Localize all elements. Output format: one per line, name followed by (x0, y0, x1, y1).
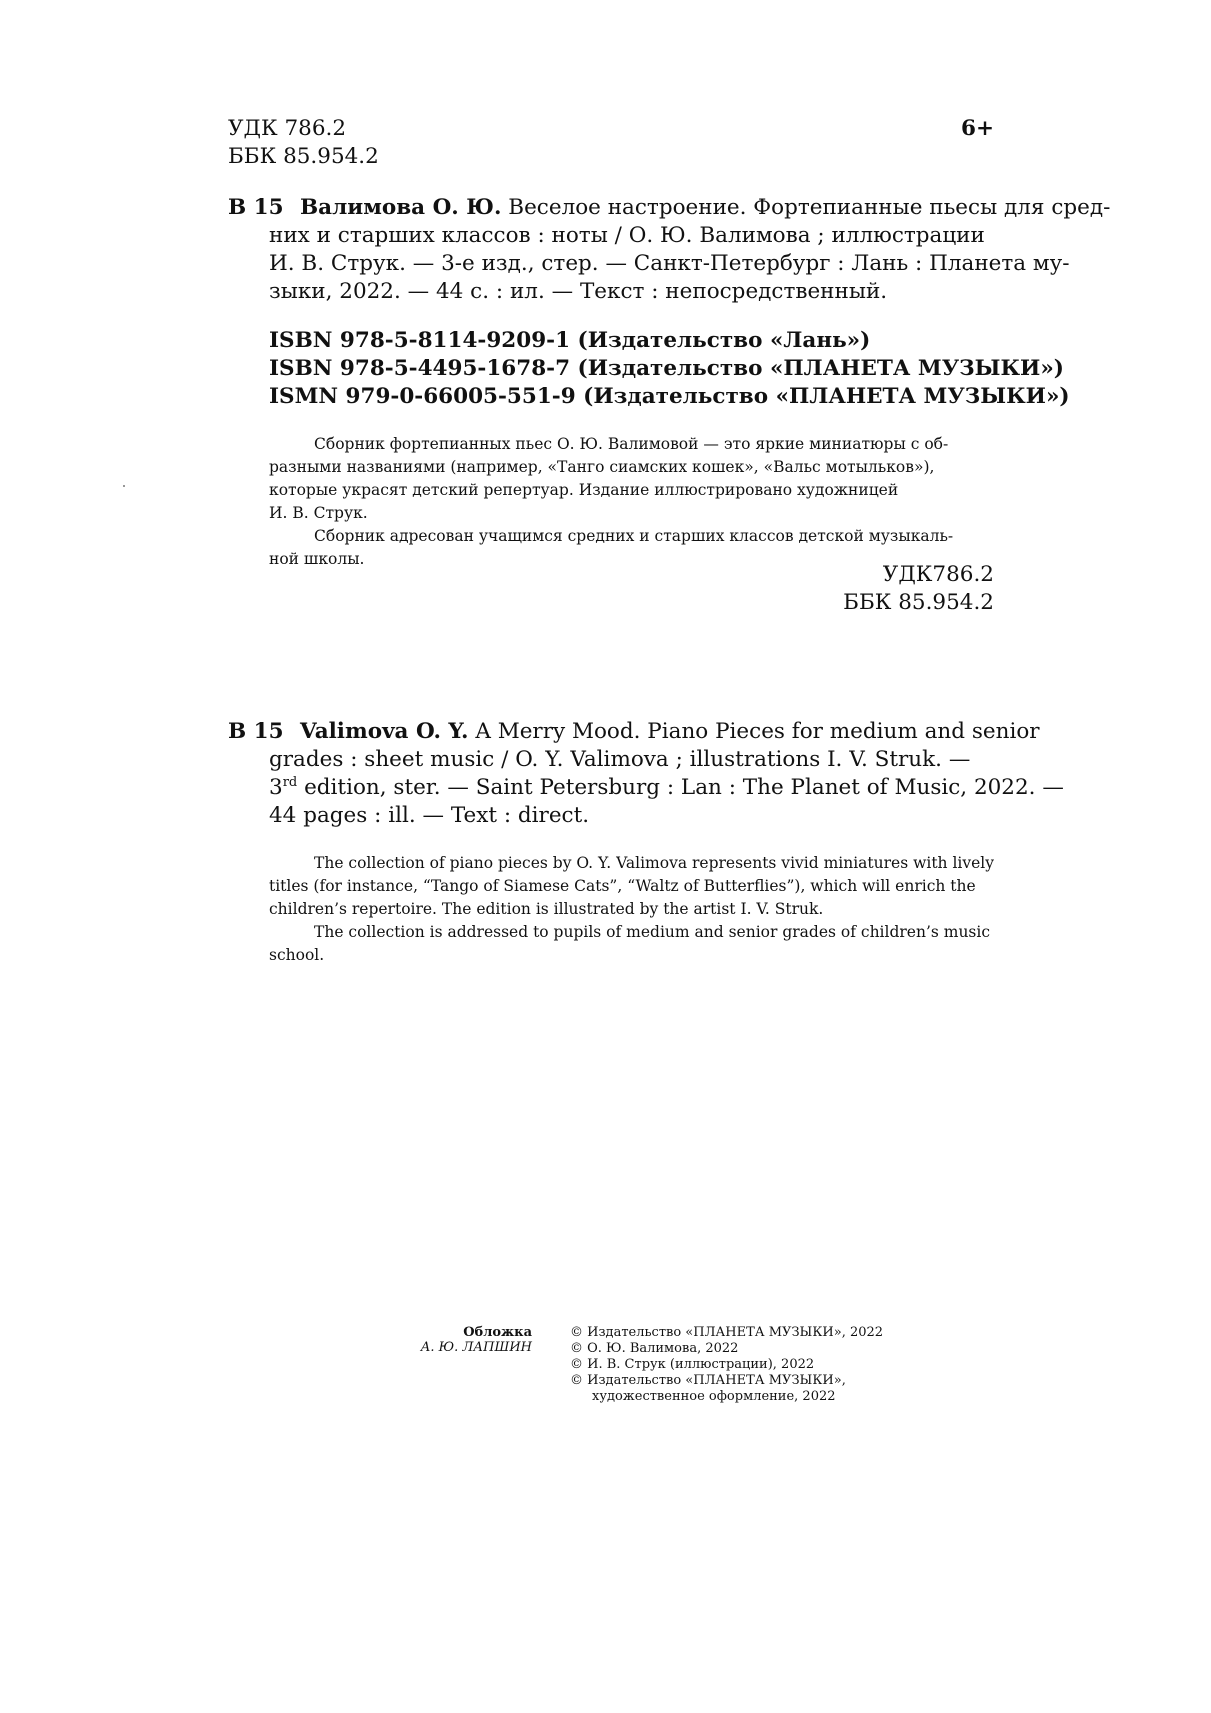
cover-label: Обложка (463, 1325, 532, 1340)
ru-entry-code: В 15 (228, 195, 284, 220)
ru-entry-title: Веселое настроение. Фортепианные пьесы для сред- (508, 195, 1111, 220)
scan-speck (123, 485, 125, 487)
ru-entry-line-3: И. В. Струк. — 3-е изд., стер. — Санкт-Петербург : Лань : Планета му- (269, 251, 1070, 276)
ru-annotation-bbk: ББК 85.954.2 (843, 590, 994, 615)
copyright-block (570, 1325, 970, 1405)
edition-ordinal: rd (282, 774, 298, 790)
copyright-line: © Издательство «ПЛАНЕТА МУЗЫКИ», 2022 (570, 1325, 884, 1340)
ru-annotation-line: Сборник адресован учащимся средних и старших классов детской музыкаль- (314, 527, 954, 545)
ru-entry-line-4: зыки, 2022. — 44 с. : ил. — Текст : непосредственный. (269, 279, 888, 304)
header-udk: УДК 786.2 (228, 116, 347, 141)
en-entry-line-4: 44 pages : ill. — Text : direct. (269, 803, 590, 828)
ru-entry-line-2: них и старших классов : ноты / О. Ю. Валимова ; иллюстрации (269, 223, 985, 248)
ru-annotation-line: разными названиями (например, «Танго сиамских кошек», «Вальс мотыльков»), (269, 458, 935, 476)
en-entry-code: В 15 (228, 719, 284, 744)
en-annotation-line: titles (for instance, “Tango of Siamese Cats”, “Waltz of Butterflies”), which will enrich the (269, 877, 976, 895)
en-entry-title: A Merry Mood. Piano Pieces for medium and senior (475, 719, 1040, 744)
en-entry-line-3 (269, 773, 1064, 803)
en-entry-author: Valimova O. Y. (300, 719, 469, 744)
copyright-line: © О. Ю. Валимова, 2022 (570, 1341, 739, 1356)
en-annotation-line: children’s repertoire. The edition is illustrated by the artist I. V. Struk. (269, 900, 824, 918)
copyright-line: художественное оформление, 2022 (592, 1389, 836, 1404)
ismn-planeta: ISMN 979-0-66005-551-9 (Издательство «ПЛАНЕТА МУЗЫКИ») (269, 384, 1070, 409)
ru-annotation (269, 433, 994, 571)
en-annotation-line: The collection of piano pieces by O. Y. Valimova represents vivid miniatures with lively (314, 854, 995, 872)
ru-annotation-line: И. В. Струк. (269, 504, 368, 522)
en-annotation-line: school. (269, 946, 325, 964)
en-entry-line-1 (300, 717, 1040, 747)
edition-rest: edition, ster. — Saint Petersburg : Lan : The Planet of Music, 2022. — (297, 775, 1064, 800)
ru-annotation-udk: УДК786.2 (882, 562, 994, 587)
header-bbk: ББК 85.954.2 (228, 144, 379, 169)
copyright-line: © И. В. Струк (иллюстрации), 2022 (570, 1357, 815, 1372)
en-annotation (269, 852, 994, 967)
edition-number: 3 (269, 775, 283, 800)
age-rating: 6+ (961, 116, 994, 141)
cover-artist: А. Ю. ЛАПШИН (420, 1340, 532, 1355)
copyright-line: © Издательство «ПЛАНЕТА МУЗЫКИ», (570, 1373, 846, 1388)
ru-annotation-line: ной школы. (269, 550, 365, 568)
en-annotation-line: The collection is addressed to pupils of medium and senior grades of children’s music (314, 923, 991, 941)
en-entry-line-2: grades : sheet music / O. Y. Valimova ; illustrations I. V. Struk. — (269, 747, 971, 772)
ru-annotation-line: Сборник фортепианных пьес О. Ю. Валимовой — это яркие миниатюры с об- (314, 435, 949, 453)
ru-entry-line-1 (300, 193, 1111, 223)
ru-entry-author: Валимова О. Ю. (300, 195, 502, 220)
isbn-planeta: ISBN 978-5-4495-1678-7 (Издательство «ПЛАНЕТА МУЗЫКИ») (269, 356, 1064, 381)
isbn-lan: ISBN 978-5-8114-9209-1 (Издательство «Лань») (269, 328, 871, 353)
ru-annotation-line: которые украсят детский репертуар. Издание иллюстрировано художницей (269, 481, 899, 499)
